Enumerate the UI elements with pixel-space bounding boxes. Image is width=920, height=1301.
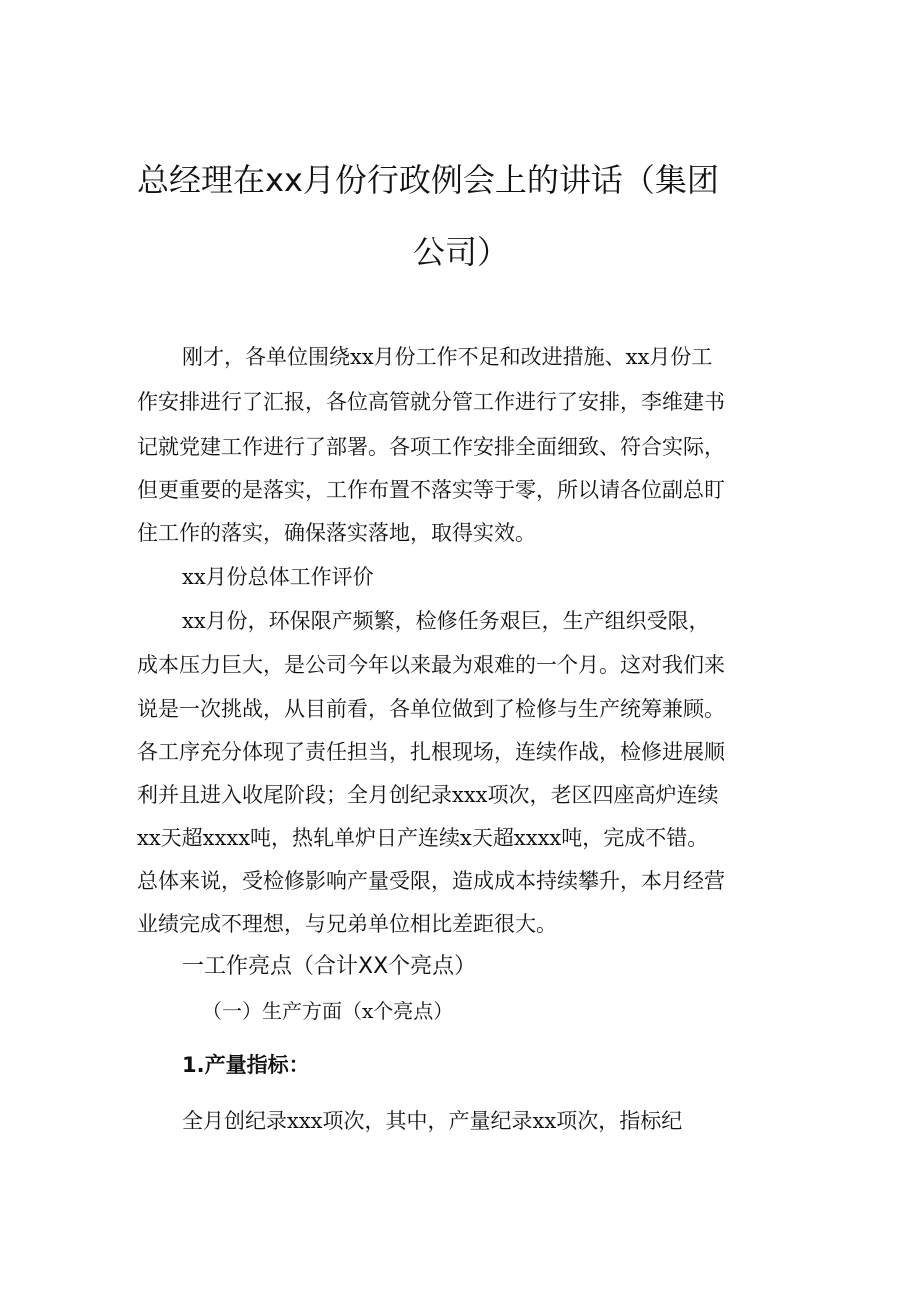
paragraph-2-line: 业绩完成不理想，与兄弟单位相比差距很大。 (137, 912, 557, 936)
production-subheading: （一）生产方面（x个亮点） (202, 999, 454, 1023)
paragraph-1-line: 但更重要的是落实，工作布置不落实等于零，所以请各位副总盯 (137, 478, 725, 502)
paragraph-1-line: 刚才，各单位围绕xx月份工作不足和改进措施、xx月份工 (182, 345, 713, 369)
document-title-line-1: 总经理在xx月份行政例会上的讲话（集团 (137, 161, 719, 199)
paragraph-2-line: 成本压力巨大，是公司今年以来最为艰难的一个月。这对我们来 (137, 653, 725, 677)
item-1-title: 1.产量指标： (182, 1053, 310, 1077)
item-1-text: 全月创纪录xxx项次，其中，产量纪录xx项次，指标纪 (182, 1109, 683, 1133)
paragraph-2-line: xx天超xxxx吨，热轧单炉日产连续x天超xxxx吨，完成不错。 (137, 826, 709, 850)
paragraph-2-line: 各工序充分体现了责任担当，扎根现场，连续作战，检修进展顺 (137, 740, 725, 764)
paragraph-2-line: 说是一次挑战，从目前看，各单位做到了检修与生产统筹兼顾。 (137, 697, 725, 721)
paragraph-1-line: 记就党建工作进行了部署。各项工作安排全面细致、符合实际， (137, 435, 725, 459)
paragraph-2-line: 利并且进入收尾阶段；全月创纪录xxx项次，老区四座高炉连续 (137, 783, 719, 807)
paragraph-2-line: xx月份，环保限产频繁，检修任务艰巨，生产组织受限， (182, 609, 710, 633)
paragraph-2-line: 总体来说，受检修影响产量受限，造成成本持续攀升，本月经营 (137, 869, 725, 893)
section-evaluation-heading: xx月份总体工作评价 (182, 565, 374, 589)
document-title-line-2: 公司） (413, 233, 510, 271)
paragraph-1-line: 住工作的落实，确保落实落地，取得实效。 (137, 521, 536, 545)
paragraph-1-line: 作安排进行了汇报，各位高管就分管工作进行了安排，李维建书 (137, 390, 725, 414)
highlights-heading: 一工作亮点（合计XX个亮点） (182, 954, 477, 979)
